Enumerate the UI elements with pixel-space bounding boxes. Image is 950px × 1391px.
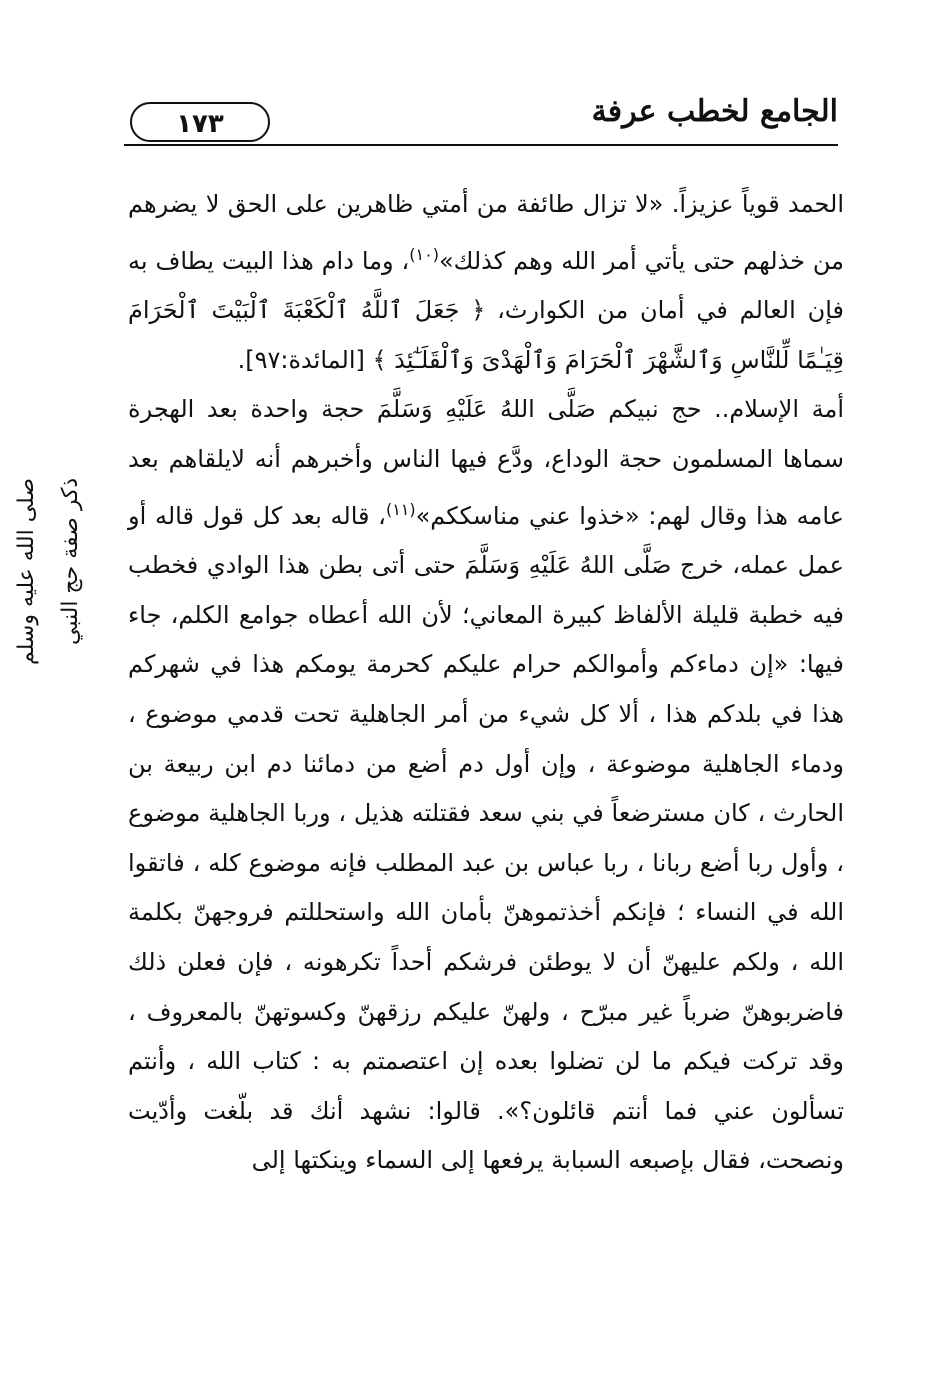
paragraph-text: أمة الإسلام.. حج نبيكم صَلَّى اللهُ عَلَيْهِ وَسَلَّمَ حجة واحدة بعد الهجرة سماها المسلمون حجة الوداع، ودَّع فيها الناس وأخبرهم أنه لايلقاهم بعد عامه هذا وقال لهم: «خذوا عني مناسككم» [128, 395, 844, 530]
body-text [128, 180, 844, 1186]
paragraph-text: الحمد قوياً عزيزاً. «لا تزال طائفة من أمتي ظاهرين على الحق لا يضرهم من خذلهم حتى يأتي أمر الله وهم كذلك» [128, 190, 844, 275]
paragraph-text: ، وما دام هذا البيت يطاف به فإن العالم في أمان من الكوارث، ﴿ جَعَلَ ٱللَّهُ ٱلْكَعْبَةَ ٱلْبَيْتَ ٱلْحَرَامَ قِيَـٰمًا لِّلنَّاسِ وَٱلشَّهْرَ ٱلْحَرَامَ وَٱلْهَدْىَ وَٱلْقَلَـٰٓئِدَ ﴾ [المائدة:٩٧]. [128, 246, 844, 374]
page-header [124, 88, 838, 146]
margin-note-line: صلى الله عليه وسلم [14, 478, 39, 665]
paragraph-text: ، قاله بعد كل قول قاله أو عمل عمله، خرج صَلَّى اللهُ عَلَيْهِ وَسَلَّمَ حتى أتى بطن هذا الوادي فخطب فيه خطبة قليلة الألفاظ كبيرة المعاني؛ لأن الله أعطاه جوامع الكلم، جاء فيها: «إن دماءكم وأموالكم حرام عليكم كحرمة يومكم هذا في شهركم هذا في بلدكم هذا ، ألا كل شيء من أمر الجاهلية تحت قدمي موضوع ، ودماء الجاهلية موضوعة ، وإن أول دم أضع من دمائنا دم ابن ربيعة بن الحارث ، كان مسترضعاً في بني سعد فقتلته هذيل ، وربا الجاهلية موضوع ، وأول ربا أضع ربانا ، ربا عباس بن عبد المطلب فإنه موضوع كله ، فاتقوا الله في النساء ؛ فإنكم أخذتموهنّ بأمان الله واستحللتم فروجهنّ بكلمة الله ، ولكم عليهنّ أن لا يوطئن فرشكم أحداً تكرهونه ، فإن فعلن ذلك فاضربوهنّ ضرباً غير مبرّح ، ولهنّ عليكم رزقهنّ وكسوتهنّ بالمعروف ، وقد تركت فيكم ما لن تضلوا بعده إن اعتصمتم به : كتاب الله ، وأنتم تسألون عني فما أنتم قائلون؟». قالوا: نشهد أنك قد بلّغت وأدّيت ونصحت، فقال بإصبعه السبابة يرفعها إلى السماء وينكتها إلى [128, 501, 844, 1175]
footnote-ref: (١١) [385, 499, 416, 519]
margin-note-line: ذكر صفة حج النبي [58, 478, 83, 646]
margin-note [12, 478, 102, 718]
book-title: الجامع لخطب عرفة [591, 94, 838, 129]
paragraph [128, 385, 844, 1186]
page-number: ١٧٣ [130, 102, 270, 142]
header-divider [124, 144, 838, 146]
footnote-ref: (١٠) [409, 244, 439, 264]
paragraph [128, 180, 844, 385]
